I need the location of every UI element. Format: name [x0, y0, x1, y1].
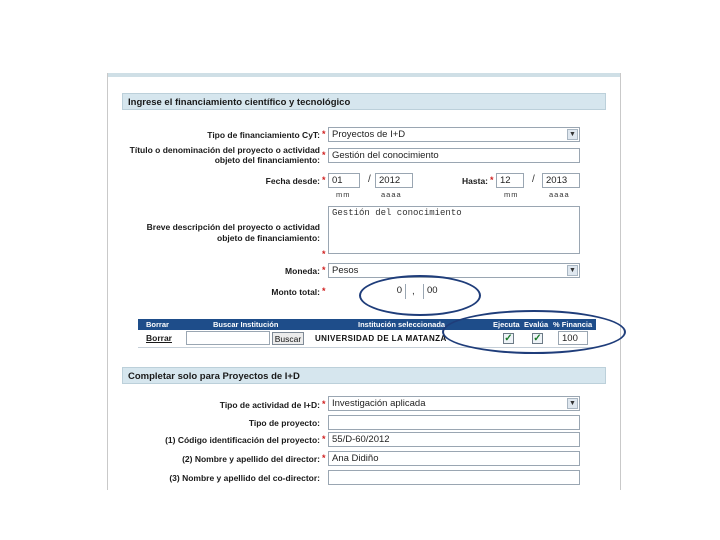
- moneda-label: Moneda:: [285, 266, 320, 276]
- section-proyectos-id-header: Completar solo para Proyectos de I+D: [122, 367, 606, 384]
- required-mark: *: [322, 175, 326, 185]
- form-frame: [107, 73, 621, 490]
- date-separator: /: [532, 174, 535, 185]
- col-evalua: Evalúa: [524, 320, 549, 329]
- codigo-label: (1) Código identificación del proyecto:: [165, 435, 320, 445]
- tipo-actividad-value: Investigación aplicada: [332, 398, 426, 409]
- desde-anio-input[interactable]: 2012: [375, 173, 413, 188]
- required-mark: *: [322, 249, 326, 259]
- codirector-input[interactable]: [328, 470, 580, 485]
- hasta-label: Hasta:: [462, 176, 488, 186]
- col-ejecuta: Ejecuta: [493, 320, 520, 329]
- required-mark: *: [322, 129, 326, 139]
- annotation-oval-monto: [359, 275, 481, 316]
- tipo-proyecto-input[interactable]: [328, 415, 580, 430]
- buscar-button[interactable]: Buscar: [272, 332, 304, 345]
- tipo-financiamiento-value: Proyectos de I+D: [332, 129, 406, 140]
- director-label: (2) Nombre y apellido del director:: [182, 454, 320, 464]
- top-band: [108, 73, 620, 77]
- chevron-down-icon[interactable]: ▼: [567, 265, 578, 276]
- moneda-value: Pesos: [332, 265, 359, 276]
- required-mark: *: [322, 434, 326, 444]
- required-mark: *: [322, 265, 326, 275]
- director-input[interactable]: Ana Didiño: [328, 451, 580, 466]
- hasta-mes-input[interactable]: 12: [496, 173, 524, 188]
- borrar-link[interactable]: Borrar: [146, 333, 172, 343]
- hasta-anio-input[interactable]: 2013: [542, 173, 580, 188]
- tipo-actividad-select[interactable]: [328, 396, 580, 411]
- institucion-seleccionada-value: UNIVERSIDAD DE LA MATANZA: [315, 334, 447, 343]
- breve-label-line2: objeto de financiamiento:: [217, 233, 320, 243]
- monto-entero-input[interactable]: 0: [366, 284, 406, 299]
- tipo-proyecto-label: Tipo de proyecto:: [248, 418, 320, 428]
- tipo-actividad-label: Tipo de actividad de I+D:: [219, 400, 320, 410]
- buscar-institucion-input[interactable]: [186, 331, 270, 345]
- required-mark: *: [322, 150, 326, 160]
- desde-mes-input[interactable]: 01: [328, 173, 360, 188]
- col-financia: % Financia: [553, 320, 593, 329]
- moneda-select[interactable]: [328, 263, 580, 278]
- col-institucion-seleccionada: Institución seleccionada: [358, 320, 446, 329]
- col-buscar-institucion: Buscar Institución: [213, 320, 279, 329]
- monto-decimal-input[interactable]: 00: [423, 284, 451, 299]
- titulo-input[interactable]: Gestión del conocimiento: [328, 148, 580, 163]
- required-mark: *: [490, 175, 494, 185]
- tipo-financiamiento-select[interactable]: [328, 127, 580, 142]
- hasta-mes-hint: mm: [504, 190, 519, 199]
- codigo-input[interactable]: 55/D-60/2012: [328, 432, 580, 447]
- financia-input[interactable]: 100: [558, 331, 588, 345]
- titulo-label-line1: Título o denominación del proyecto o actividad: [129, 145, 320, 155]
- chevron-down-icon[interactable]: ▼: [567, 398, 578, 409]
- desde-mes-hint: mm: [336, 190, 351, 199]
- annotation-oval-financia: [442, 310, 626, 354]
- breve-label-line1: Breve descripción del proyecto o actividad: [146, 222, 320, 232]
- evalua-checkbox[interactable]: ✓: [533, 333, 542, 344]
- col-borrar: Borrar: [146, 320, 169, 329]
- fecha-desde-label: Fecha desde:: [265, 176, 320, 186]
- desde-anio-hint: aaaa: [381, 190, 402, 199]
- breve-descripcion-textarea[interactable]: Gestión del conocimiento: [328, 206, 580, 254]
- monto-separator: ,: [412, 286, 415, 297]
- titulo-label-line2: objeto del financiamiento:: [214, 155, 320, 165]
- hasta-anio-hint: aaaa: [549, 190, 570, 199]
- tipo-financiamiento-label: Tipo de financiamiento CyT:: [207, 130, 320, 140]
- required-mark: *: [322, 453, 326, 463]
- required-mark: *: [322, 286, 326, 296]
- section-financiamiento-header: Ingrese el financiamiento científico y tecnológico: [122, 93, 606, 110]
- required-mark: *: [322, 399, 326, 409]
- ejecuta-checkbox[interactable]: ✓: [504, 333, 513, 344]
- monto-total-label: Monto total:: [271, 287, 320, 297]
- codirector-label: (3) Nombre y apellido del co-director:: [169, 473, 320, 483]
- chevron-down-icon[interactable]: ▼: [567, 129, 578, 140]
- date-separator: /: [368, 174, 371, 185]
